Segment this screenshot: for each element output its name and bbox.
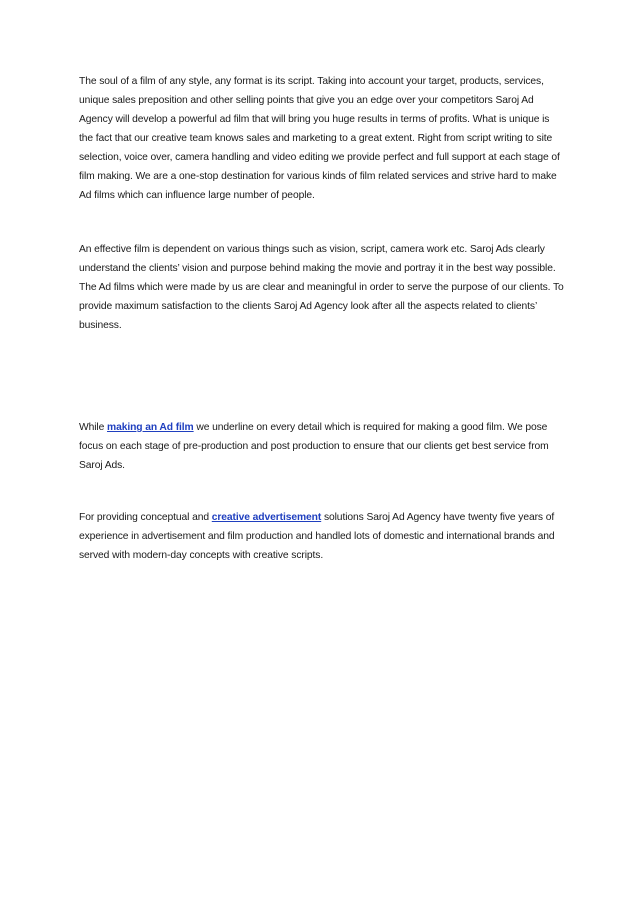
paragraph-text-before-link: While <box>79 422 108 433</box>
paragraph-effective-film: An effective film is dependent on various things such as vision, script, camera work etc. Saroj Ads clearly understand the clients’ vision and purpose behind making the movie and portray it in the best way possible. The Ad films which were made by us are clear and meaningful in order to serve the purpose of our clients. To provide maximum satisfaction to the clients Saroj Ad Agency look after all the aspects related to clients’ business. <box>79 244 564 331</box>
paragraph-text-before-link: For providing conceptual and <box>79 512 212 523</box>
paragraph-creative-advertisement <box>79 508 565 565</box>
paragraph-script-importance: The soul of a film of any style, any format is its script. Taking into account your target, products, services, unique sales preposition and other selling points that give you an edge over your competitors Saroj Ad Agency will develop a powerful ad film that will bring you huge results in terms of profits. What is unique is the fact that our creative team knows sales and marketing to a great extent. Right from script writing to site selection, voice over, camera handling and video editing we provide perfect and full support at each stage of film making. We are a one-stop destination for various kinds of film related services and strive hard to make Ad films which can influence large number of people. <box>79 76 560 201</box>
paragraph-text-after-link: we underline on every detail which is required for making a good film. We pose focus on each stage of pre-production and post production to ensure that our clients get best service from Saroj Ads. <box>79 422 549 471</box>
making-an-ad-film-link[interactable]: making an Ad film <box>107 422 194 433</box>
paragraph-text-after-link: solutions Saroj Ad Agency have twenty five years of experience in advertisement and film production and handled lots of domestic and international brands and served with modern-day concepts with creative scripts. <box>79 512 555 561</box>
paragraph-making-ad-film <box>79 418 565 475</box>
creative-advertisement-link[interactable]: creative advertisement <box>211 512 322 523</box>
